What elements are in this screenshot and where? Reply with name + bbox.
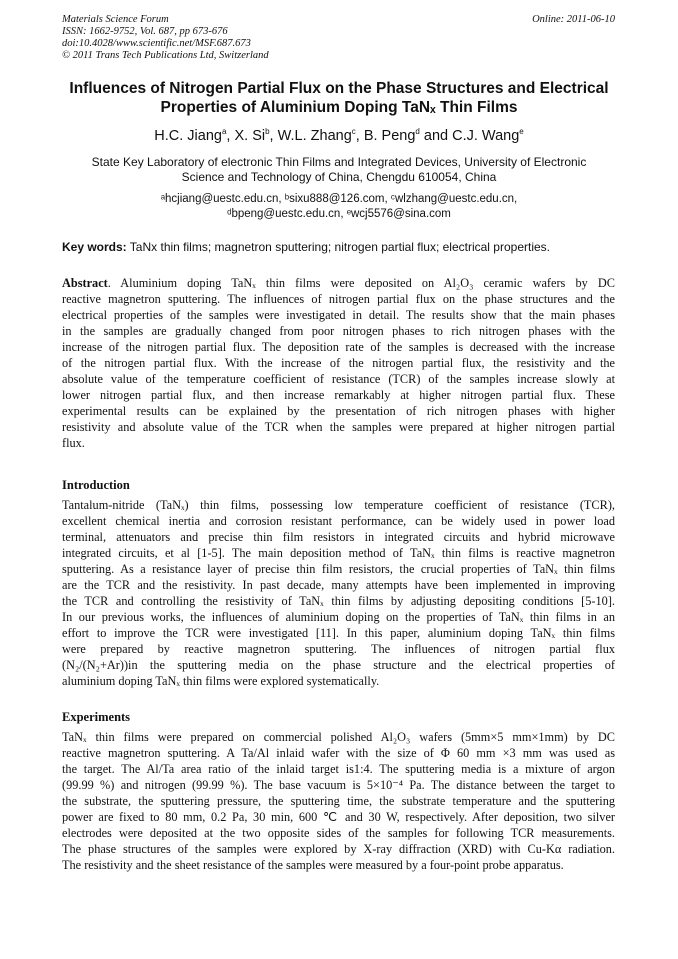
text-line: increase of the nitrogen partial flux. The deposition rate of the samples is decreased with the increase	[62, 340, 615, 354]
text-line: experimental results can be explained by the presentation of rich nitrogen phases with higher	[62, 404, 615, 418]
abstract-label: Abstract	[62, 276, 108, 290]
journal-name: Materials Science Forum	[62, 14, 169, 25]
text-line: electrodes were deposited at the two opposite sides of the samples for following TCR measurements.	[62, 826, 615, 840]
text-line: of the nitrogen partial flux. With the increase of the nitrogen partial flux, the resistivity and the	[62, 356, 615, 370]
text-line: the target. The Al/Ta area ratio of the inlaid target is1:4. The sputtering media is a mixture of argon	[62, 762, 615, 776]
author-emails	[40, 192, 638, 222]
text-line: excellent chemical inertia and corrosion resistant performance, can be widely used in power load	[62, 514, 615, 528]
text-line: are the TCR and the resistivity. In past decade, many attempts have been implemented in improving	[62, 578, 615, 592]
author-affiliation-mark: b	[265, 127, 270, 136]
affiliation	[40, 155, 638, 185]
author-separator: ,	[269, 127, 278, 144]
text-line: (N₂/(N₂+Ar))in the sputtering media on the phase structure and the electrical properties of	[62, 658, 615, 672]
author-name: B. Peng	[363, 127, 416, 144]
text-line: integrated circuits, et al [1-5]. The main deposition method of TaNₓ thin films is reactive magnetron	[62, 546, 615, 560]
text-line: were prepared by reactive magnetron sputtering. The influences of nitrogen partial flux	[62, 642, 615, 656]
text-line	[62, 275, 615, 291]
title-line-1: Influences of Nitrogen Partial Flux on the Phase Structures and Electrical	[69, 80, 609, 97]
text-line: effort to improve the TCR were investigated [11]. In this paper, aluminium doping TaNₓ thin films	[62, 626, 615, 640]
text-line: In our previous works, the influences of aluminium doping on the properties of TaNₓ thin films in an	[62, 610, 615, 624]
copyright-line: © 2011 Trans Tech Publications Ltd, Switzerland	[62, 50, 269, 61]
text-line: The phase structures of the samples were explored by X-ray diffraction (XRD) with Cu-Kα radiation.	[62, 842, 615, 856]
text-line: electrical properties of the samples were investigated in detail. The results show that the main phases	[62, 308, 615, 322]
issn-line: ISSN: 1662-9752, Vol. 687, pp 673-676	[62, 26, 228, 37]
text-line-content: . Aluminium doping TaNₓ thin films were deposited on Al₂O₃ ceramic wafers by DC	[107, 276, 615, 290]
text-line: the substrate, the sputtering pressure, the sputtering time, the substrate temperature and the sputtering	[62, 794, 615, 808]
text-line: the TCR and controlling the resistivity of TaNₓ thin films by adjusting depositing conditions [5-10].	[62, 594, 615, 608]
affiliation-line-1: State Key Laboratory of electronic Thin Films and Integrated Devices, University of Electronic	[91, 155, 587, 169]
author-name: W.L. Zhang	[277, 127, 352, 144]
text-line: The resistivity and the sheet resistance of the samples were measured by a four-point probe apparatus.	[62, 858, 564, 872]
experiments-paragraph	[62, 729, 615, 873]
text-line: Tantalum-nitride (TaNₓ) thin films, possessing low temperature coefficient of resistance (TCR),	[62, 498, 615, 512]
author-affiliation-mark: e	[519, 127, 524, 136]
author-name: C.J. Wang	[452, 127, 520, 144]
text-line: power are fixed to 80 mm, 0.2 Pa, 30 min, 600 ℃ and 30 W, respectively. After deposition, two silver	[62, 810, 615, 824]
text-line: reactive magnetron sputtering. A Ta/Al inlaid wafer with the size of Φ 60 mm ×3 mm was used as	[62, 746, 615, 760]
abstract-paragraph	[62, 275, 615, 451]
author-list	[0, 127, 678, 144]
text-line: resistivity and absolute value of the TCR when the samples were prepared at higher nitrogen partial	[62, 420, 615, 434]
text-line: reactive magnetron sputtering. The influences of nitrogen partial flux on the phase structures and the	[62, 292, 615, 306]
keywords-text: TaNx thin films; magnetron sputtering; nitrogen partial flux; electrical properties.	[126, 240, 550, 254]
text-line: (99.99 %) and nitrogen (99.99 %). The base vacuum is 5×10⁻⁴ Pa. The distance between the target to	[62, 778, 615, 792]
online-date: Online: 2011-06-10	[532, 14, 615, 25]
doi-line: doi:10.4028/www.scientific.net/MSF.687.673	[62, 38, 251, 49]
text-line: TaNₓ thin films were prepared on commercial polished Al₂O₃ wafers (5mm×5 mm×1mm) by DC	[62, 730, 615, 744]
experiments-heading: Experiments	[62, 710, 131, 724]
text-line: flux.	[62, 436, 85, 450]
paper-title	[40, 80, 638, 117]
introduction-heading: Introduction	[62, 478, 130, 492]
text-line: aluminium doping TaNₓ thin films were explored systematically.	[62, 674, 380, 688]
author-affiliation-mark: d	[415, 127, 420, 136]
introduction-paragraph	[62, 497, 615, 689]
keywords	[62, 240, 550, 254]
text-line: lower nitrogen partial flux, and then increase remarkably at higher nitrogen partial flux. These	[62, 388, 615, 402]
author-name: H.C. Jiang	[154, 127, 222, 144]
author-separator: ,	[226, 127, 235, 144]
author-separator: and	[419, 127, 453, 144]
emails-line-2: ᵈbpeng@uestc.edu.cn, ᵉwcj5576@sina.com	[227, 208, 451, 220]
author-affiliation-mark: c	[351, 127, 356, 136]
affiliation-line-2: Science and Technology of China, Chengdu 610054, China	[181, 170, 497, 184]
text-line: in the samples are gradually changed from poor nitrogen phases to rich nitrogen phases with the	[62, 324, 615, 338]
text-line: sputtering. As a resistance layer of precise thin film resistors, the crucial properties of TaNₓ thin films	[62, 562, 615, 576]
author-affiliation-mark: a	[221, 127, 227, 136]
title-line-2: Properties of Aluminium Doping TaNₓ Thin Films	[160, 98, 518, 116]
text-line: absolute value of the temperature coefficient of resistance (TCR) of the samples increase slowly at	[62, 372, 615, 386]
text-line: terminal, attenuators and precise thin film resistors in integrated circuits and hybrid microwave	[62, 530, 615, 544]
keywords-label: Key words:	[62, 240, 127, 254]
author-separator: ,	[355, 127, 364, 144]
emails-line-1: ᵃhcjiang@uestc.edu.cn, ᵇsixu888@126.com, ᶜwlzhang@uestc.edu.cn,	[160, 193, 518, 205]
journal-header	[62, 14, 269, 62]
author-name: X. Si	[234, 127, 266, 144]
